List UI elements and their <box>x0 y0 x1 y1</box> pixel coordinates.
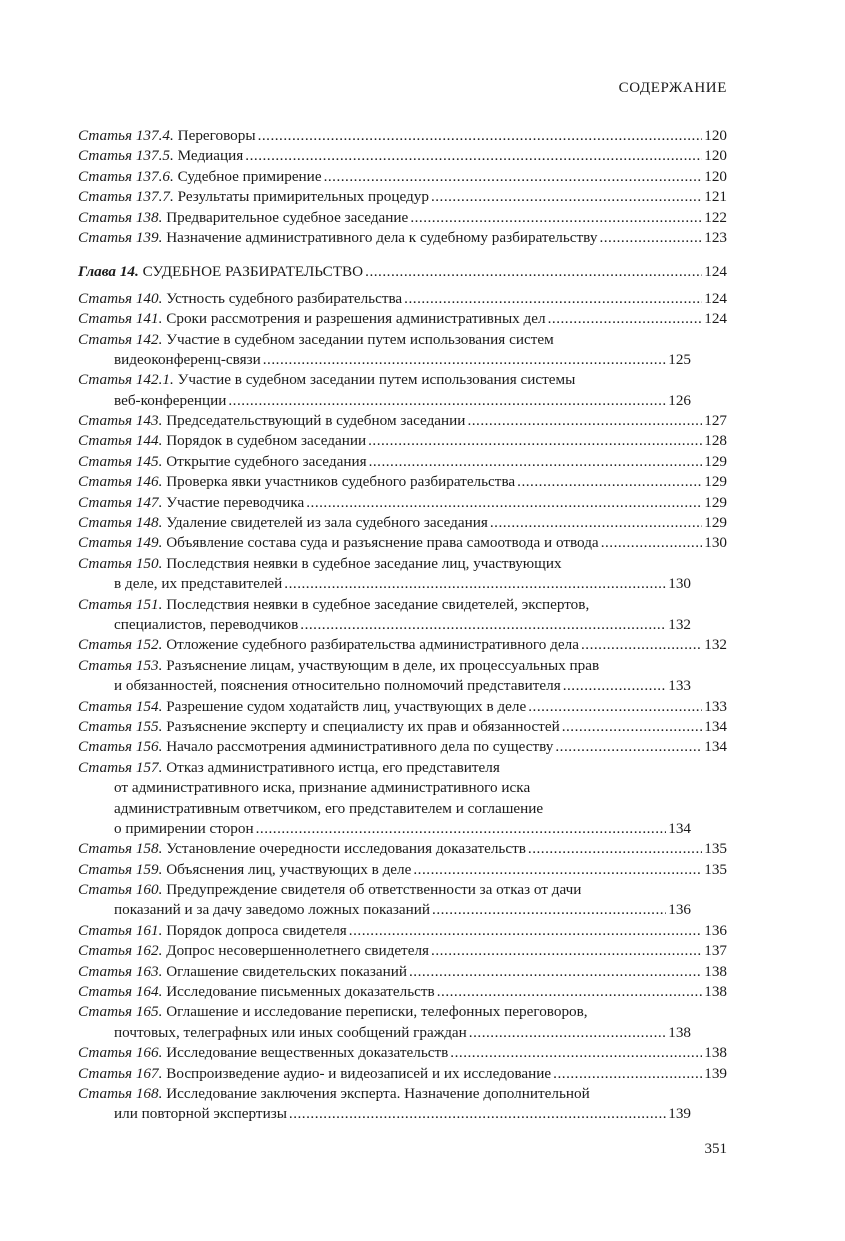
toc-entry-line <box>78 1104 727 1124</box>
article-label: Статья 163. <box>78 962 163 980</box>
entry-title: Порядок допроса свидетеля <box>166 921 347 939</box>
dot-leader <box>599 228 702 248</box>
entry-title: Проверка явки участников судебного разбирательства <box>166 473 516 491</box>
entry-title: Оглашение свидетельских показаний <box>166 962 407 980</box>
dot-leader <box>437 982 702 1002</box>
article-label: Статья 146. <box>78 473 163 491</box>
article-label: Статья 160. <box>78 881 163 899</box>
entry-title: Предварительное судебное заседание <box>166 208 409 226</box>
toc-entry-line <box>78 900 727 920</box>
toc-entry-line <box>78 676 727 696</box>
entry-title: Разрешение судом ходатайств лиц, участвующих в деле <box>166 697 527 715</box>
toc-entry-line <box>78 187 727 207</box>
dot-leader <box>555 737 702 757</box>
page-ref: 138 <box>704 962 727 980</box>
page-ref: 121 <box>704 188 727 206</box>
dot-leader <box>467 411 702 431</box>
entry-title: Участие переводчика <box>166 493 305 511</box>
dot-leader <box>349 921 702 941</box>
entry-title: административным ответчиком, его представителем и соглашение <box>114 799 544 817</box>
toc-entry-line <box>78 309 727 329</box>
article-label: Статья 140. <box>78 289 163 307</box>
page-ref: 130 <box>668 575 691 593</box>
entry-title: Воспроизведение аудио- и видеозаписей и их исследование <box>166 1064 552 1082</box>
toc-entry-line <box>78 1084 727 1104</box>
toc-entry-line <box>78 758 727 778</box>
article-label: Статья 165. <box>78 1003 163 1021</box>
entry-title: Председательствующий в судебном заседании <box>166 412 466 430</box>
entry-title: Отложение судебного разбирательства административного дела <box>166 636 579 654</box>
dot-leader <box>581 635 702 655</box>
entry-title: Предупреждение свидетеля об ответственности за отказ от дачи <box>166 881 582 899</box>
entry-title: почтовых, телеграфных или иных сообщений граждан <box>114 1023 467 1041</box>
page-ref: 133 <box>704 697 727 715</box>
dot-leader <box>409 962 702 982</box>
entry-title: Отказ административного истца, его представителя <box>166 758 500 776</box>
dot-leader <box>601 533 703 553</box>
entry-title: Объявление состава суда и разъяснение права самоотвода и отвода <box>166 534 599 552</box>
page-ref: 133 <box>668 677 691 695</box>
dot-leader <box>365 262 702 282</box>
article-label: Статья 142.1. <box>78 371 174 389</box>
toc-entry-line <box>78 819 727 839</box>
article-label: Статья 148. <box>78 514 163 532</box>
article-label: Статья 144. <box>78 432 163 450</box>
page-ref: 125 <box>668 350 691 368</box>
toc-entry-line <box>78 493 727 513</box>
entry-title: и обязанностей, пояснения относительно полномочий представителя <box>114 677 561 695</box>
dot-leader <box>548 309 703 329</box>
dot-leader <box>490 513 702 533</box>
entry-title: в деле, их представителей <box>114 575 283 593</box>
dot-leader <box>289 1104 666 1124</box>
toc-entry-line <box>78 717 727 737</box>
article-label: Статья 158. <box>78 840 163 858</box>
article-label: Статья 152. <box>78 636 163 654</box>
dot-leader <box>431 187 702 207</box>
dot-leader <box>245 146 702 166</box>
dot-leader <box>432 900 666 920</box>
article-label: Статья 156. <box>78 738 163 756</box>
toc-entry-line <box>78 574 727 594</box>
page-ref: 134 <box>704 717 727 735</box>
page-ref: 138 <box>704 1044 727 1062</box>
page-ref: 135 <box>704 840 727 858</box>
dot-leader <box>469 1023 666 1043</box>
article-label: Статья 153. <box>78 656 163 674</box>
entry-title: Переговоры <box>177 127 256 144</box>
dot-leader <box>404 289 702 309</box>
page-ref: 132 <box>704 636 727 654</box>
dot-leader <box>300 615 666 635</box>
article-label: Статья 159. <box>78 860 163 878</box>
toc-entry-line <box>78 839 727 859</box>
page-ref: 129 <box>704 473 727 491</box>
entry-title: Разъяснение лицам, участвующим в деле, их процессуальных прав <box>166 656 600 674</box>
page-ref: 120 <box>704 147 727 165</box>
toc-entry-line <box>78 228 727 248</box>
entry-title: видеоконференц-связи <box>114 350 261 368</box>
page-ref: 139 <box>704 1064 727 1082</box>
toc-entry-line <box>78 595 727 615</box>
page-ref: 138 <box>668 1023 691 1041</box>
page-ref: 128 <box>704 432 727 450</box>
toc-entry-line <box>78 860 727 880</box>
entry-title: СУДЕБНОЕ РАЗБИРАТЕЛЬСТВО <box>142 263 364 281</box>
entry-title: Исследование вещественных доказательств <box>166 1044 449 1062</box>
entry-title: о примирении сторон <box>114 819 254 837</box>
entry-title: Установление очередности исследования доказательств <box>166 840 526 858</box>
toc-entry-line <box>78 962 727 982</box>
toc-entry-line <box>78 126 727 146</box>
page-ref: 137 <box>704 942 727 960</box>
entry-title: Исследование заключения эксперта. Назначение дополнительной <box>166 1084 590 1102</box>
entry-title: веб-конференции <box>114 391 227 409</box>
page-ref: 135 <box>704 860 727 878</box>
entry-title: Оглашение и исследование переписки, телефонных переговоров, <box>166 1003 588 1021</box>
toc-entry-line <box>78 1002 727 1022</box>
dot-leader <box>431 941 702 961</box>
entry-title: Открытие судебного заседания <box>166 452 367 470</box>
page-ref: 139 <box>668 1105 691 1123</box>
toc-entry-line <box>78 146 727 166</box>
toc-entry-line <box>78 982 727 1002</box>
page-ref: 124 <box>704 310 727 328</box>
dot-leader <box>228 391 666 411</box>
article-label: Статья 149. <box>78 534 163 552</box>
page-ref: 138 <box>704 983 727 1001</box>
article-label: Статья 168. <box>78 1084 163 1102</box>
toc-entry-line <box>78 1043 727 1063</box>
page-ref: 120 <box>704 127 727 144</box>
toc-entry-line <box>78 880 727 900</box>
dot-leader <box>306 493 702 513</box>
dot-leader <box>324 167 703 187</box>
dot-leader <box>553 1064 702 1084</box>
page-ref: 136 <box>668 901 691 919</box>
entry-title: или повторной экспертизы <box>114 1105 287 1123</box>
toc-entry-line <box>78 411 727 431</box>
page-ref: 129 <box>704 514 727 532</box>
toc-entry-line <box>78 472 727 492</box>
toc-entry-line <box>78 656 727 676</box>
article-label: Статья 142. <box>78 330 163 348</box>
article-label: Статья 137.4. <box>78 127 174 144</box>
dot-leader <box>369 452 703 472</box>
toc-entry-line <box>78 167 727 187</box>
page-ref: 134 <box>668 819 691 837</box>
entry-title: Назначение административного дела к судебному разбирательству <box>166 228 598 246</box>
article-label: Статья 147. <box>78 493 163 511</box>
page-ref: 127 <box>704 412 727 430</box>
entry-title: Допрос несовершеннолетнего свидетеля <box>166 942 430 960</box>
dot-leader <box>410 208 702 228</box>
page-ref: 130 <box>704 534 727 552</box>
entry-title: Участие в судебном заседании путем использования систем <box>166 330 554 348</box>
entry-title: Участие в судебном заседании путем использования системы <box>177 371 576 389</box>
article-label: Статья 166. <box>78 1044 163 1062</box>
entry-title: показаний и за дачу заведомо ложных показаний <box>114 901 431 919</box>
page-ref: 129 <box>704 452 727 470</box>
article-label: Статья 162. <box>78 942 163 960</box>
dot-leader <box>562 717 703 737</box>
article-label: Статья 137.6. <box>78 167 174 185</box>
page-ref: 134 <box>704 738 727 756</box>
page-ref: 136 <box>704 921 727 939</box>
entry-title: Удаление свидетелей из зала судебного заседания <box>166 514 488 532</box>
running-header: СОДЕРЖАНИЕ <box>618 80 727 96</box>
dot-leader <box>450 1043 702 1063</box>
dot-leader <box>528 697 702 717</box>
toc-entry-line <box>78 697 727 717</box>
page-ref: 123 <box>704 228 727 246</box>
article-label: Статья 151. <box>78 595 163 613</box>
entry-title: Медиация <box>177 147 244 165</box>
entry-title: Разъяснение эксперту и специалисту их прав и обязанностей <box>166 717 560 735</box>
dot-leader <box>528 839 702 859</box>
dot-leader <box>563 676 667 696</box>
entry-title: от административного иска, признание административного иска <box>114 779 531 797</box>
dot-leader <box>263 350 666 370</box>
article-label: Статья 143. <box>78 412 163 430</box>
article-label: Статья 145. <box>78 452 163 470</box>
entry-title: Устность судебного разбирательства <box>166 289 403 307</box>
toc-entry-line <box>78 778 727 798</box>
entry-title: Объяснения лиц, участвующих в деле <box>166 860 412 878</box>
toc-entry-line <box>78 554 727 574</box>
article-label: Статья 161. <box>78 921 163 939</box>
dot-leader <box>284 574 666 594</box>
article-label: Статья 154. <box>78 697 163 715</box>
article-label: Статья 137.5. <box>78 147 174 165</box>
toc-entry-line <box>78 513 727 533</box>
entry-title: Последствия неявки в судебное заседание лиц, участвующих <box>166 554 562 572</box>
page-ref: 126 <box>668 391 691 409</box>
toc-entry-line <box>78 391 727 411</box>
page-ref: 132 <box>668 615 691 633</box>
toc-entry-line <box>78 452 727 472</box>
entry-title: специалистов, переводчиков <box>114 615 299 633</box>
page-ref: 122 <box>704 208 727 226</box>
page-number: 351 <box>704 1141 727 1157</box>
article-label: Статья 138. <box>78 208 163 226</box>
entry-title: Судебное примирение <box>177 167 322 185</box>
dot-leader <box>258 126 703 146</box>
entry-title: Исследование письменных доказательств <box>166 983 435 1001</box>
article-label: Статья 167. <box>78 1064 163 1082</box>
toc-entry-line <box>78 737 727 757</box>
toc-entry-line <box>78 330 727 350</box>
article-label: Статья 155. <box>78 717 163 735</box>
page-ref: 124 <box>704 263 727 281</box>
chapter-label: Глава 14. <box>78 263 139 281</box>
toc-entry-line <box>78 941 727 961</box>
toc-entry-line <box>78 289 727 309</box>
table-of-contents <box>78 126 727 1125</box>
page-ref: 129 <box>704 493 727 511</box>
entry-title: Результаты примирительных процедур <box>177 188 429 206</box>
dot-leader <box>413 860 702 880</box>
toc-entry-line <box>78 533 727 553</box>
dot-leader <box>517 472 702 492</box>
entry-title: Сроки рассмотрения и разрешения административных дел <box>166 310 546 328</box>
article-label: Статья 139. <box>78 228 163 246</box>
article-label: Статья 150. <box>78 554 163 572</box>
toc-entry-line <box>78 635 727 655</box>
entry-title: Последствия неявки в судебное заседание свидетелей, экспертов, <box>166 595 590 613</box>
article-label: Статья 157. <box>78 758 163 776</box>
toc-entry-line <box>78 799 727 819</box>
article-label: Статья 141. <box>78 310 163 328</box>
toc-entry-line <box>78 208 727 228</box>
toc-entry-line <box>78 350 727 370</box>
entry-title: Порядок в судебном заседании <box>166 432 367 450</box>
page-ref: 120 <box>704 167 727 185</box>
article-label: Статья 137.7. <box>78 188 174 206</box>
toc-entry-line <box>78 431 727 451</box>
toc-chapter-line <box>78 262 727 282</box>
dot-leader <box>368 431 702 451</box>
toc-entry-line <box>78 921 727 941</box>
toc-entry-line <box>78 1023 727 1043</box>
article-label: Статья 164. <box>78 983 163 1001</box>
page-ref: 124 <box>704 289 727 307</box>
entry-title: Начало рассмотрения административного дела по существу <box>166 738 554 756</box>
dot-leader <box>256 819 667 839</box>
toc-entry-line <box>78 370 727 390</box>
toc-entry-line <box>78 1064 727 1084</box>
toc-entry-line <box>78 615 727 635</box>
